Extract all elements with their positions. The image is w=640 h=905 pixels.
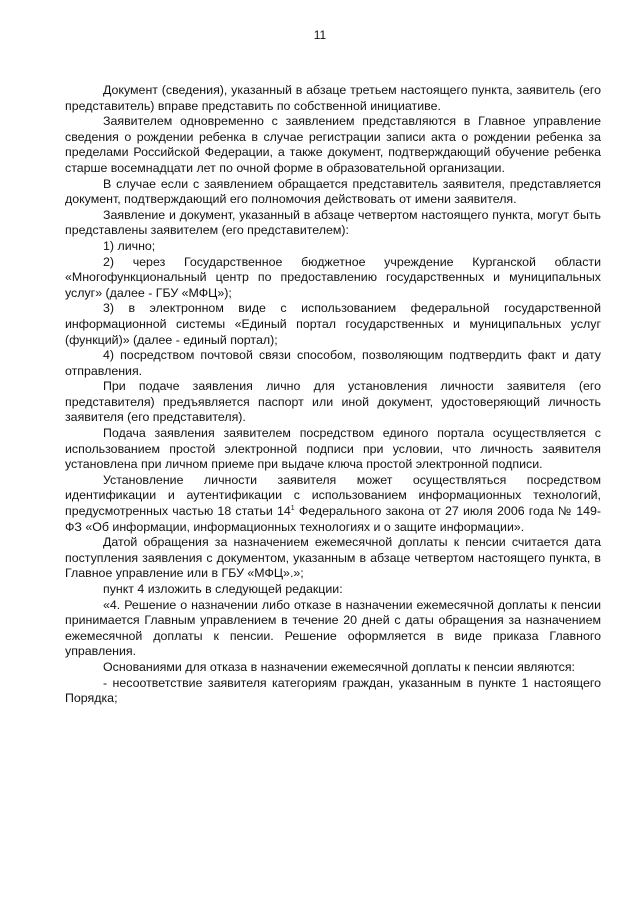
list-item: 4) посредством почтовой связи способом, позволяющим подтвердить факт и дату отправления. xyxy=(65,348,601,378)
paragraph: Заявителем одновременно с заявлением представляются в Главное управление сведения о рождении ребенка в случае регистрации записи акта о рождении ребенка за пределами Российской Федерации, а также документ, подтверждающий обучение ребенка старше восемнадцати лет по очной форме в образовательной организации. xyxy=(65,114,601,175)
paragraph: Документ (сведения), указанный в абзаце третьем настоящего пункта, заявитель (его представитель) вправе представить по собственной инициативе. xyxy=(65,83,601,113)
law-text-before: Установление личности заявителя может осуществляться посредством идентификации и аутентификации с использованием информационных технологий, предусмотренных частью 18 статьи 14 xyxy=(65,472,601,519)
list-item: - несоответствие заявителя категориям граждан, указанным в пункте 1 настоящего Порядка; xyxy=(65,675,601,706)
paragraph: Заявление и документ, указанный в абзаце четвертом настоящего пункта, могут быть представлены заявителем (его представителем): xyxy=(65,207,601,238)
paragraph: пункт 4 изложить в следующей редакции: xyxy=(103,582,343,596)
paragraph: Датой обращения за назначением ежемесячной доплаты к пенсии считается дата поступления заявления с документом, указанным в абзаце четвертом настоящего пункта, в Главное управление или в ГБУ «МФЦ».»; xyxy=(65,535,601,581)
paragraph: В случае если с заявлением обращается представитель заявителя, представляется документ, подтверждающий его полномочия действовать от имени заявителя. xyxy=(65,176,601,207)
paragraph: Подача заявления заявителем посредством единого портала осуществляется с использованием простой электронной подписи при условии, что личность заявителя установлена при личном приеме при выдаче ключа простой электронной подписи. xyxy=(65,426,601,472)
article-superscript: 1 xyxy=(290,504,295,512)
paragraph: Основаниями для отказа в назначении ежемесячной доплаты к пенсии являются: xyxy=(103,659,575,674)
document-body xyxy=(65,83,601,707)
list-item: 3) в электронном виде с использованием федеральной государственной информационной системы «Единый портал государственных и муниципальных услуг (функций)» (далее - единый портал); xyxy=(65,301,601,347)
list-item: 2) через Государственное бюджетное учреждение Курганской области «Многофункциональный центр по предоставлению государственных и муниципальных услуг» (далее - ГБУ «МФЦ»); xyxy=(65,254,601,300)
paragraph: При подаче заявления лично для установления личности заявителя (его представителя) предъявляется паспорт или иной документ, удостоверяющий личность заявителя (его представителя). xyxy=(65,379,601,425)
paragraph-law-reference xyxy=(65,473,601,535)
list-item: 1) лично; xyxy=(103,238,156,253)
page-number: 11 xyxy=(313,28,327,42)
law-text-after: Федерального закона от 27 июля 2006 года № 149-ФЗ «Об информации, информационных технологиях и о защите информации». xyxy=(65,504,601,534)
paragraph: «4. Решение о назначении либо отказе в назначении ежемесячной доплаты к пенсии принимается Главным управлением в течение 20 дней с даты обращения за назначением ежемесячной доплаты к пенсии. Решение оформляется в виде приказа Главного управления. xyxy=(65,597,601,659)
